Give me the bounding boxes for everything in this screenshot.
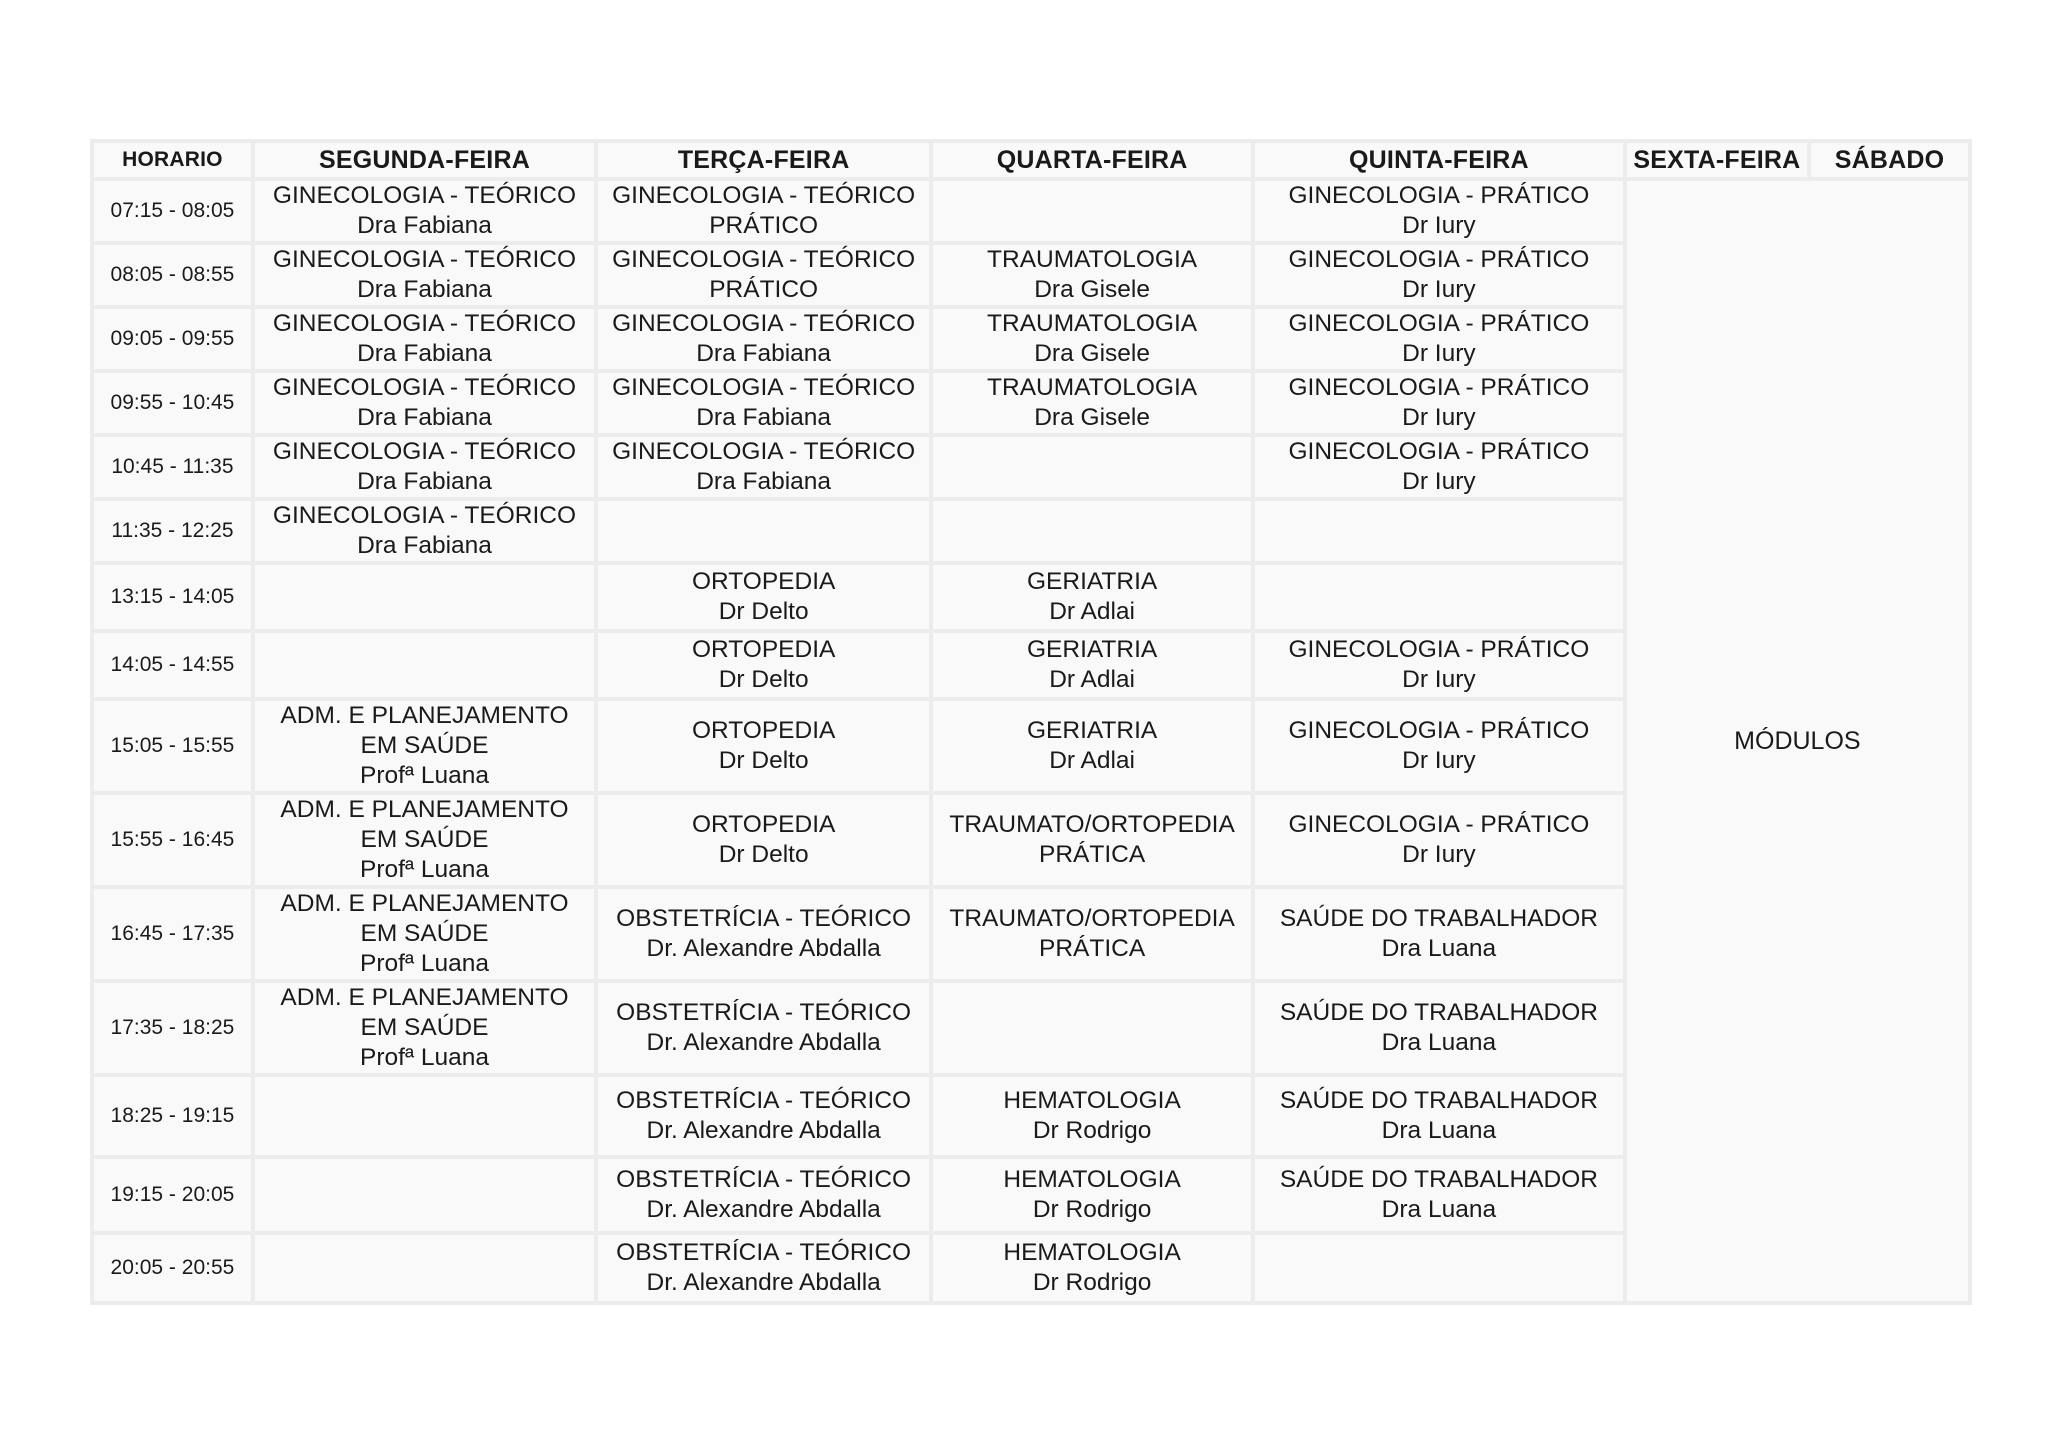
class-cell <box>1255 795 1623 885</box>
class-detail: Dr Adlai <box>1049 747 1135 774</box>
class-subject: TRAUMATO/ORTOPEDIA <box>949 905 1235 932</box>
class-detail: EM SAÚDE <box>360 826 489 853</box>
class-subject: HEMATOLOGIA <box>1003 1087 1181 1114</box>
class-cell <box>1255 633 1623 697</box>
class-cell <box>598 889 929 979</box>
empty-cell <box>255 565 594 629</box>
time-slot: 11:35 - 12:25 <box>94 501 251 561</box>
class-detail: Dr Rodrigo <box>1032 1196 1152 1223</box>
class-subject: SAÚDE DO TRABALHADOR <box>1279 1087 1598 1114</box>
class-detail: Dr Iury <box>1402 747 1476 774</box>
class-detail: Dr Iury <box>1402 841 1476 868</box>
class-subject: HEMATOLOGIA <box>1003 1239 1181 1266</box>
class-subject: GINECOLOGIA - TEÓRICO <box>272 438 577 465</box>
class-detail: Dr. Alexandre Abdalla <box>646 935 881 962</box>
class-detail: Dra Fabiana <box>357 276 492 303</box>
class-cell <box>598 181 929 241</box>
class-cell <box>598 373 929 433</box>
class-subject: GINECOLOGIA - TEÓRICO <box>612 374 916 401</box>
class-cell <box>933 795 1251 885</box>
class-subject: SAÚDE DO TRABALHADOR <box>1279 905 1598 932</box>
class-detail: Dr Iury <box>1402 666 1476 693</box>
schedule-sheet <box>90 139 1972 1305</box>
class-cell <box>933 1235 1251 1301</box>
class-cell <box>255 245 594 305</box>
class-detail: Dr Iury <box>1402 468 1476 495</box>
class-cell <box>255 889 594 979</box>
class-subject: OBSTETRÍCIA - TEÓRICO <box>616 1087 912 1114</box>
class-detail: PRÁTICA <box>1039 841 1146 868</box>
class-cell <box>598 1077 929 1155</box>
class-subject: TRAUMATOLOGIA <box>987 374 1198 401</box>
class-subject: GINECOLOGIA - PRÁTICO <box>1288 636 1590 663</box>
class-subject: GINECOLOGIA - TEÓRICO <box>272 182 577 209</box>
header-sabado: SÁBADO <box>1811 143 1968 177</box>
class-subject: OBSTETRÍCIA - TEÓRICO <box>616 1166 912 1193</box>
class-subject: GINECOLOGIA - PRÁTICO <box>1288 246 1590 273</box>
header-segunda: SEGUNDA-FEIRA <box>255 143 594 177</box>
class-cell <box>255 309 594 369</box>
class-cell <box>598 1159 929 1231</box>
class-detail: Dr Iury <box>1402 212 1476 239</box>
class-cell <box>1255 437 1623 497</box>
class-subject: ORTOPEDIA <box>691 568 836 595</box>
header-row <box>94 143 1968 177</box>
header-sexta: SEXTA-FEIRA <box>1627 143 1807 177</box>
class-subject: GERIATRIA <box>1026 636 1158 663</box>
class-detail: Dra Luana <box>1381 1196 1497 1223</box>
empty-cell <box>933 983 1251 1073</box>
class-detail: Dr Iury <box>1402 404 1476 431</box>
class-detail: Dr Adlai <box>1049 666 1135 693</box>
class-subject: GINECOLOGIA - PRÁTICO <box>1288 182 1590 209</box>
class-detail: PRÁTICO <box>709 212 819 239</box>
class-cell <box>598 437 929 497</box>
class-subject: TRAUMATOLOGIA <box>987 246 1198 273</box>
class-detail: Dr. Alexandre Abdalla <box>646 1196 881 1223</box>
class-cell <box>598 565 929 629</box>
empty-cell <box>255 1235 594 1301</box>
time-slot: 09:05 - 09:55 <box>94 309 251 369</box>
time-slot: 14:05 - 14:55 <box>94 633 251 697</box>
class-cell <box>255 501 594 561</box>
modules-cell: MÓDULOS <box>1627 181 1968 1301</box>
class-cell <box>255 795 594 885</box>
class-detail: Dra Fabiana <box>357 340 492 367</box>
class-subject: GINECOLOGIA - TEÓRICO <box>272 374 577 401</box>
class-cell <box>1255 309 1623 369</box>
class-subject: ORTOPEDIA <box>691 636 836 663</box>
class-detail: Dra Luana <box>1381 935 1497 962</box>
time-slot: 19:15 - 20:05 <box>94 1159 251 1231</box>
header-terca: TERÇA-FEIRA <box>598 143 929 177</box>
time-slot: 17:35 - 18:25 <box>94 983 251 1073</box>
class-cell <box>933 373 1251 433</box>
time-slot: 07:15 - 08:05 <box>94 181 251 241</box>
empty-cell <box>933 501 1251 561</box>
class-detail: Dra Gisele <box>1034 404 1150 431</box>
class-cell <box>933 1159 1251 1231</box>
time-slot: 15:55 - 16:45 <box>94 795 251 885</box>
class-cell <box>255 437 594 497</box>
class-subject: GERIATRIA <box>1026 568 1158 595</box>
time-slot: 13:15 - 14:05 <box>94 565 251 629</box>
class-cell <box>933 633 1251 697</box>
class-subject: TRAUMATO/ORTOPEDIA <box>949 811 1235 838</box>
class-cell <box>1255 1159 1623 1231</box>
class-detail: Dr Delto <box>718 598 809 625</box>
class-cell <box>598 633 929 697</box>
class-detail: PRÁTICA <box>1039 935 1146 962</box>
header-horario: HORARIO <box>94 143 251 177</box>
class-subject: GINECOLOGIA - PRÁTICO <box>1288 310 1590 337</box>
class-detail: EM SAÚDE <box>360 732 489 759</box>
class-detail: EM SAÚDE <box>360 920 489 947</box>
empty-cell <box>255 1077 594 1155</box>
class-subject: GINECOLOGIA - TEÓRICO <box>272 310 577 337</box>
class-cell <box>933 701 1251 791</box>
class-detail: Dr Adlai <box>1049 598 1135 625</box>
empty-cell <box>1255 565 1623 629</box>
class-cell <box>598 795 929 885</box>
schedule-table <box>90 139 1972 1305</box>
class-subject: GINECOLOGIA - TEÓRICO <box>612 438 916 465</box>
class-detail: Dr. Alexandre Abdalla <box>646 1117 881 1144</box>
class-detail: Profª Luana <box>360 762 489 789</box>
class-cell <box>255 701 594 791</box>
class-subject: TRAUMATOLOGIA <box>987 310 1198 337</box>
class-subject: ADM. E PLANEJAMENTO <box>280 702 569 729</box>
class-detail: Dra Gisele <box>1034 276 1150 303</box>
class-detail: Profª Luana <box>360 1044 489 1071</box>
class-cell <box>1255 181 1623 241</box>
class-subject: GINECOLOGIA - TEÓRICO <box>612 310 916 337</box>
class-cell <box>933 1077 1251 1155</box>
class-subject: GINECOLOGIA - PRÁTICO <box>1288 717 1590 744</box>
class-subject: GINECOLOGIA - PRÁTICO <box>1288 438 1590 465</box>
empty-cell <box>255 1159 594 1231</box>
class-detail: Dra Fabiana <box>357 532 492 559</box>
class-cell <box>598 309 929 369</box>
class-cell <box>255 181 594 241</box>
class-cell <box>598 1235 929 1301</box>
class-cell <box>598 701 929 791</box>
class-detail: Dr. Alexandre Abdalla <box>646 1269 881 1296</box>
class-cell <box>1255 889 1623 979</box>
class-subject: SAÚDE DO TRABALHADOR <box>1279 1166 1598 1193</box>
time-slot: 16:45 - 17:35 <box>94 889 251 979</box>
class-subject: OBSTETRÍCIA - TEÓRICO <box>616 999 912 1026</box>
class-detail: Dra Fabiana <box>696 468 832 495</box>
class-subject: ORTOPEDIA <box>691 811 836 838</box>
class-cell <box>933 889 1251 979</box>
class-detail: Profª Luana <box>360 950 489 977</box>
class-detail: Dr Iury <box>1402 276 1476 303</box>
class-cell <box>1255 701 1623 791</box>
class-cell <box>598 245 929 305</box>
class-cell <box>598 983 929 1073</box>
class-detail: Dr Delto <box>718 747 809 774</box>
class-subject: ADM. E PLANEJAMENTO <box>280 890 569 917</box>
empty-cell <box>933 181 1251 241</box>
class-detail: PRÁTICO <box>709 276 819 303</box>
class-cell <box>933 565 1251 629</box>
class-detail: Dr. Alexandre Abdalla <box>646 1029 881 1056</box>
time-slot: 15:05 - 15:55 <box>94 701 251 791</box>
time-slot: 09:55 - 10:45 <box>94 373 251 433</box>
schedule-row <box>94 181 1968 241</box>
class-subject: GINECOLOGIA - TEÓRICO <box>272 502 577 529</box>
class-detail: Dra Gisele <box>1034 340 1150 367</box>
schedule-body <box>94 181 1968 1301</box>
class-subject: GINECOLOGIA - PRÁTICO <box>1288 374 1590 401</box>
class-subject: ADM. E PLANEJAMENTO <box>280 796 569 823</box>
class-detail: Dra Luana <box>1381 1029 1497 1056</box>
header-quinta: QUINTA-FEIRA <box>1255 143 1623 177</box>
class-detail: Dr Rodrigo <box>1032 1269 1152 1296</box>
class-cell <box>933 309 1251 369</box>
class-cell <box>933 245 1251 305</box>
class-detail: Dr Delto <box>718 841 809 868</box>
class-detail: Dra Fabiana <box>357 468 492 495</box>
class-cell <box>255 983 594 1073</box>
class-subject: ADM. E PLANEJAMENTO <box>280 984 569 1011</box>
class-detail: Dr Delto <box>718 666 809 693</box>
empty-cell <box>1255 1235 1623 1301</box>
header-quarta: QUARTA-FEIRA <box>933 143 1251 177</box>
class-subject: GINECOLOGIA - PRÁTICO <box>1288 811 1590 838</box>
class-cell <box>1255 983 1623 1073</box>
class-cell <box>255 373 594 433</box>
class-detail: Dr Rodrigo <box>1032 1117 1152 1144</box>
class-subject: SAÚDE DO TRABALHADOR <box>1279 999 1598 1026</box>
class-detail: Dr Iury <box>1402 340 1476 367</box>
empty-cell <box>933 437 1251 497</box>
class-detail: Dra Fabiana <box>357 212 492 239</box>
class-subject: OBSTETRÍCIA - TEÓRICO <box>616 905 912 932</box>
class-subject: ORTOPEDIA <box>691 717 836 744</box>
class-detail: Dra Fabiana <box>696 340 832 367</box>
class-detail: Dra Fabiana <box>357 404 492 431</box>
empty-cell <box>255 633 594 697</box>
empty-cell <box>1255 501 1623 561</box>
class-subject: GINECOLOGIA - TEÓRICO <box>612 182 916 209</box>
time-slot: 20:05 - 20:55 <box>94 1235 251 1301</box>
time-slot: 18:25 - 19:15 <box>94 1077 251 1155</box>
class-cell <box>1255 373 1623 433</box>
class-cell <box>1255 1077 1623 1155</box>
class-subject: OBSTETRÍCIA - TEÓRICO <box>616 1239 912 1266</box>
class-detail: EM SAÚDE <box>360 1014 489 1041</box>
class-subject: GINECOLOGIA - TEÓRICO <box>272 246 577 273</box>
class-detail: Dra Luana <box>1381 1117 1497 1144</box>
class-detail: Dra Fabiana <box>696 404 832 431</box>
class-detail: Profª Luana <box>360 856 489 883</box>
class-subject: GINECOLOGIA - TEÓRICO <box>612 246 916 273</box>
class-subject: HEMATOLOGIA <box>1003 1166 1181 1193</box>
class-subject: GERIATRIA <box>1026 717 1158 744</box>
class-cell <box>1255 245 1623 305</box>
time-slot: 10:45 - 11:35 <box>94 437 251 497</box>
empty-cell <box>598 501 929 561</box>
time-slot: 08:05 - 08:55 <box>94 245 251 305</box>
